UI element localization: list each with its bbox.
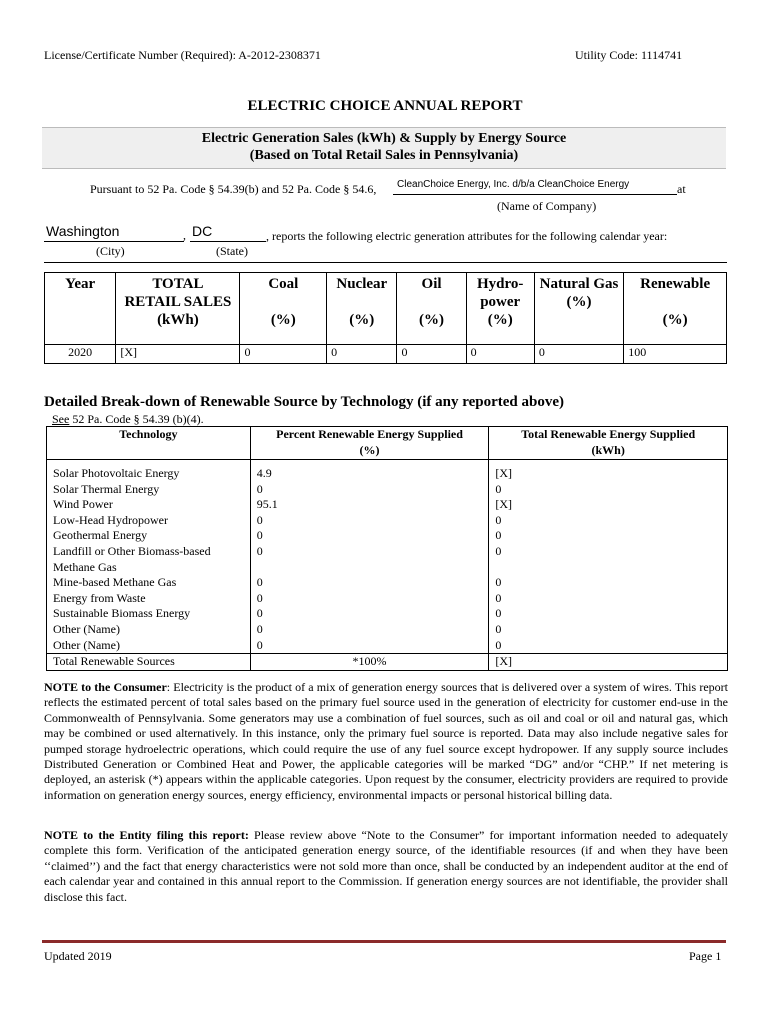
note-to-entity xyxy=(44,828,728,905)
renewable-pct-cell[interactable]: 95.1 xyxy=(250,497,489,513)
renewable-pct-cell[interactable]: 0 xyxy=(250,606,489,622)
renewable-kwh-cell[interactable]: [X] xyxy=(489,654,728,671)
sales-header-cell: Hydro- power (%) xyxy=(466,273,534,345)
sales-header-cell: Year xyxy=(45,273,116,345)
footer-rule xyxy=(42,940,726,943)
renewable-pct-cell[interactable]: 0 xyxy=(250,575,489,591)
renewable-breakdown-table xyxy=(46,426,728,671)
renewable-header-cell: Technology xyxy=(47,427,251,460)
renewable-tech-cell: Other (Name) xyxy=(47,622,251,638)
sales-header-cell: TOTAL RETAIL SALES (kWh) xyxy=(116,273,240,345)
subtitle-basis: (Based on Total Retail Sales in Pennsylvania) xyxy=(249,148,519,163)
renewable-kwh-cell[interactable]: 0 xyxy=(489,622,728,638)
state-field[interactable]: DC xyxy=(190,223,266,242)
sales-header-cell: Renewable (%) xyxy=(624,273,727,345)
utility-code: Utility Code: 1114741 xyxy=(575,48,683,62)
renewable-kwh-cell[interactable]: 0 xyxy=(489,606,728,622)
renewable-row xyxy=(47,591,728,607)
renewable-kwh-cell[interactable]: 0 xyxy=(489,638,728,654)
sales-value-cell[interactable]: 0 xyxy=(397,345,466,364)
renewable-row xyxy=(47,544,728,575)
comma: , xyxy=(183,228,186,242)
renewable-tech-cell: Landfill or Other Biomass-based Methane Gas xyxy=(47,544,251,575)
renewable-tech-cell: Total Renewable Sources xyxy=(47,654,251,671)
renewable-tech-cell: Sustainable Biomass Energy xyxy=(47,606,251,622)
renewable-pct-cell[interactable]: 0 xyxy=(250,544,489,575)
renewable-kwh-cell[interactable]: 0 xyxy=(489,482,728,498)
license-number: License/Certificate Number (Required): A-2012-2308371 xyxy=(44,48,321,62)
renewable-pct-cell[interactable]: 0 xyxy=(250,638,489,654)
renewable-pct-cell[interactable]: *100% xyxy=(250,654,489,671)
renewable-kwh-cell[interactable]: 0 xyxy=(489,575,728,591)
renewable-kwh-cell[interactable]: [X] xyxy=(489,497,728,513)
sales-value-cell[interactable]: 0 xyxy=(466,345,534,364)
renewable-kwh-cell[interactable]: 0 xyxy=(489,528,728,544)
renewable-kwh-cell[interactable]: 0 xyxy=(489,513,728,529)
renewable-pct-cell[interactable]: 0 xyxy=(250,591,489,607)
renewable-kwh-cell[interactable]: 0 xyxy=(489,544,728,575)
company-name-field[interactable]: CleanChoice Energy, Inc. d/b/a CleanChoice Energy xyxy=(393,178,677,195)
separator-rule xyxy=(44,262,727,263)
renewable-row xyxy=(47,575,728,591)
renewable-row xyxy=(47,528,728,544)
renewable-tech-cell: Geothermal Energy xyxy=(47,528,251,544)
renewable-pct-cell[interactable]: 0 xyxy=(250,622,489,638)
renewable-row xyxy=(47,638,728,654)
note-to-consumer xyxy=(44,680,728,803)
sales-value-cell[interactable]: [X] xyxy=(116,345,240,364)
note-consumer-text: : Electricity is the product of a mix of generation energy sources that is delivered over a system of wires. This report reflects the estimated percent of total sales based on the primary fuel source used in the generation of electricity for customer end-use in the Commonwealth of Pennsylvania. Some generators may use a combination of fuel sources, such as oil and coal or oil and natural gas, which may be combined or used alternatively. In this instance, only the primary fuel source is reported. Data may also include negative sales for pumped storage hydroelectric operations, which could require the use of any fuel source except hydropower. If any supply source includes Distributed Generation or Combined Heat and Power, the applicable categories will be marked “DG” and/or “CHP.” If net metering is deployed, an asterisk (*) appears within the applicable categories. Upon request by the consumer, electricity providers are required to provide information on generation energy sources, energy efficiency, environmental impacts or personal historical billing data. xyxy=(44,680,728,802)
state-caption: (State) xyxy=(216,244,248,258)
renewable-tech-cell: Wind Power xyxy=(47,497,251,513)
renewable-tech-cell: Other (Name) xyxy=(47,638,251,654)
renewable-header-cell: Total Renewable Energy Supplied (kWh) xyxy=(489,427,728,460)
sales-header-cell: Natural Gas (%) xyxy=(534,273,623,345)
subtitle-sales-supply: Electric Generation Sales (kWh) & Supply by Energy Source xyxy=(201,131,567,146)
renewable-row xyxy=(47,622,728,638)
renewable-row xyxy=(47,497,728,513)
renewable-total-row xyxy=(47,654,728,671)
renewable-kwh-cell[interactable]: 0 xyxy=(489,591,728,607)
note-consumer-label: NOTE to the Consumer xyxy=(44,680,167,694)
sales-value-cell[interactable]: 2020 xyxy=(45,345,116,364)
renewable-tech-cell: Mine-based Methane Gas xyxy=(47,575,251,591)
renewable-row xyxy=(47,482,728,498)
renewable-row xyxy=(47,460,728,482)
renewable-pct-cell[interactable]: 0 xyxy=(250,482,489,498)
sales-value-cell[interactable]: 100 xyxy=(624,345,727,364)
pursuant-text: Pursuant to 52 Pa. Code § 54.39(b) and 52 Pa. Code § 54.6, xyxy=(90,182,377,196)
renewable-row xyxy=(47,513,728,529)
sales-header-cell: Coal (%) xyxy=(240,273,327,345)
reports-text: , reports the following electric generation attributes for the following calendar year: xyxy=(266,229,668,243)
renewable-kwh-cell[interactable]: [X] xyxy=(489,460,728,482)
company-caption: (Name of Company) xyxy=(497,199,597,213)
note-entity-text: Please review above “Note to the Consumer” for important information needed to adequately complete this form. Verification of the anticipated generation energy source, of the identifiable resources (if and when they have been ‘‘claimed’’) and the fact that energy characteristics were not sold more than once, shall be conducted by an independent auditor at the end of each calendar year and contained in this annual report to the Commission. If generation energy sources are not identifiable, the provider shall disclose this fact. xyxy=(44,828,728,904)
sales-value-cell[interactable]: 0 xyxy=(327,345,397,364)
see-label: See xyxy=(52,412,70,426)
renewable-heading: Detailed Break-down of Renewable Source by Technology (if any reported above) xyxy=(44,394,564,410)
renewable-header-cell: Percent Renewable Energy Supplied (%) xyxy=(250,427,489,460)
at-text: at xyxy=(677,182,686,196)
renewable-tech-cell: Energy from Waste xyxy=(47,591,251,607)
renewable-tech-cell: Solar Thermal Energy xyxy=(47,482,251,498)
sales-by-source-table xyxy=(44,272,727,364)
renewable-tech-cell: Solar Photovoltaic Energy xyxy=(47,460,251,482)
sales-header-cell: Nuclear (%) xyxy=(327,273,397,345)
renewable-pct-cell[interactable]: 0 xyxy=(250,513,489,529)
renewable-row xyxy=(47,606,728,622)
code-reference: 52 Pa. Code § 54.39 (b)(4). xyxy=(69,412,204,426)
report-title: ELECTRIC CHOICE ANNUAL REPORT xyxy=(247,98,523,114)
city-field[interactable]: Washington xyxy=(44,223,184,242)
renewable-reference xyxy=(52,412,204,427)
note-entity-label: NOTE to the Entity filing this report: xyxy=(44,828,249,842)
renewable-tech-cell: Low-Head Hydropower xyxy=(47,513,251,529)
sales-value-cell[interactable]: 0 xyxy=(240,345,327,364)
renewable-pct-cell[interactable]: 0 xyxy=(250,528,489,544)
renewable-pct-cell[interactable]: 4.9 xyxy=(250,460,489,482)
city-caption: (City) xyxy=(96,244,125,258)
updated-label: Updated 2019 xyxy=(44,949,112,963)
page-number: Page 1 xyxy=(689,949,722,963)
sales-value-cell[interactable]: 0 xyxy=(534,345,623,364)
sales-header-cell: Oil (%) xyxy=(397,273,466,345)
